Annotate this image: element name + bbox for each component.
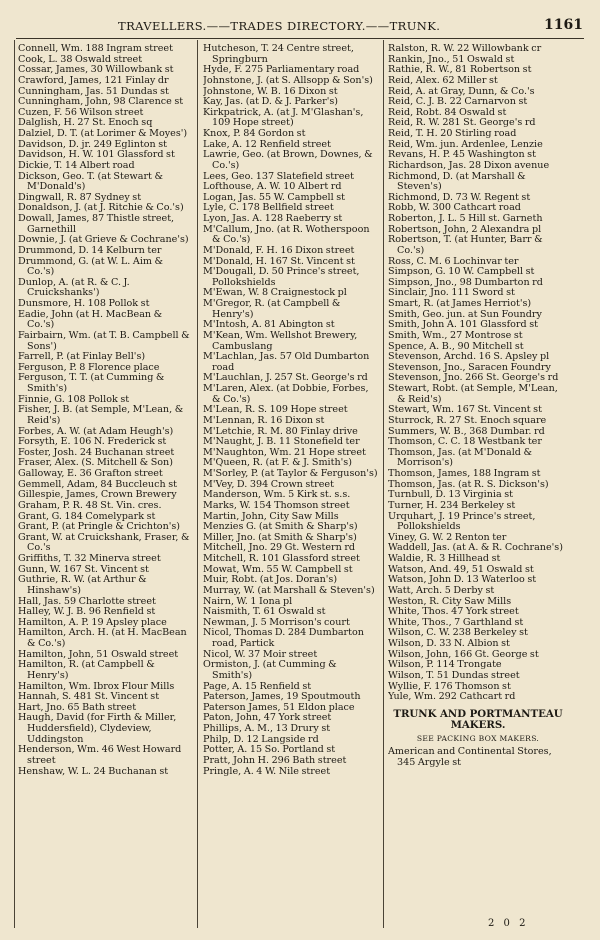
- directory-entry: Graham, P. R. 48 St. Vin. cres.: [18, 499, 162, 511]
- directory-entry: M'Laren, Alex. (at Dobbie, Forbes, & Co.'s): [203, 383, 369, 405]
- directory-entry: Reid, Alex. 62 Miller st: [388, 74, 498, 86]
- directory-entry: Haugh, David (for Firth & Miller, Huddersfield), Clydeview, Uddingston: [18, 712, 177, 745]
- directory-entry: Gillespie, James, Crown Brewery: [18, 489, 177, 501]
- directory-entry: Naismith, T. 61 Oswald st: [203, 606, 326, 618]
- directory-entry: Robb, W. 300 Cathcart road: [388, 202, 521, 214]
- directory-entry: Lyle, C. 178 Bellfield street: [203, 202, 334, 214]
- directory-entry: Dunlop, A. (at R. & C. J. Cruickshanks'): [18, 276, 130, 299]
- directory-entry: Thomson, Jas. (at M'Donald & Morrison's): [388, 446, 533, 469]
- directory-entry: Muir, Robt. (at Jos. Doran's): [203, 574, 338, 586]
- column-3: [388, 44, 568, 928]
- directory-entry: Hannah, S. 481 St. Vincent st: [18, 691, 160, 703]
- directory-entry: Galloway, E. 36 Grafton street: [18, 468, 163, 479]
- directory-entry: Mowat, Wm. 55 W. Campbell st: [203, 563, 353, 575]
- directory-entry: Cunningham, Jas. 51 Dundas st: [18, 85, 169, 97]
- directory-entry: Cook, L. 38 Oswald street: [18, 53, 143, 65]
- directory-entry: M'Donald, H. 167 St. Vincent st: [203, 255, 355, 267]
- directory-entry: Stewart, Wm. 167 St. Vincent st: [388, 404, 542, 416]
- section-note: SEE PACKING BOX MAKERS.: [416, 733, 540, 743]
- directory-entry: Reid, A. at Gray, Dunn, & Co.'s: [388, 85, 535, 97]
- directory-entry: Stevenson, Jno., Saracen Foundry: [388, 361, 551, 373]
- directory-entry: Hutcheson, T. 24 Centre street, Springburn: [203, 44, 354, 65]
- directory-entry: Davidson, H. W. 101 Glassford st: [18, 149, 175, 161]
- directory-entry: Robertson, T. (at Hunter, Barr & Co.'s): [388, 234, 543, 256]
- page-number: 1161: [544, 17, 583, 33]
- column-divider-1: [197, 40, 198, 928]
- directory-entry: M'Naughton, Wm. 21 Hope street: [203, 446, 366, 458]
- directory-entry: Miller, Jno. (at Smith & Sharp's): [203, 531, 357, 543]
- directory-entry: Dalziel, D. T. (at Lorimer & Moyes'): [18, 128, 188, 139]
- directory-entry: Dowall, James, 87 Thistle street, Garnethill: [18, 213, 175, 235]
- directory-entry: Wilson, P. 114 Trongate: [388, 659, 502, 671]
- directory-entry: Lawrie, Geo. (at Brown, Downes, & Co.'s): [203, 149, 373, 171]
- column-3-entries: [388, 44, 568, 703]
- directory-entry: Henshaw, W. L. 24 Buchanan st: [18, 765, 169, 777]
- directory-entry: Waldie, R. 3 Hillhead st: [388, 553, 501, 564]
- directory-entry: Grant, P. (at Pringle & Crichton's): [18, 521, 181, 533]
- directory-entry: M'Lennan, R. 16 Dixon st: [203, 414, 325, 426]
- column-2: [203, 44, 379, 928]
- page-header: [0, 18, 600, 38]
- directory-entry: Gemmell, Adam, 84 Buccleuch st: [18, 478, 177, 490]
- directory-entry: White, Thos. 47 York street: [388, 606, 519, 618]
- directory-entry: Robertson, John, 2 Alexandra pl: [388, 223, 542, 235]
- directory-entry: Ross, C. M. 6 Lochinvar ter: [388, 255, 519, 267]
- directory-entry: Wyllie, F. 176 Thomson st: [388, 680, 511, 692]
- column-divider-left: [14, 40, 15, 928]
- directory-entry: Turner, H. 234 Berkeley st: [388, 499, 516, 511]
- directory-entry: Newman, J. 5 Morrison's court: [203, 616, 350, 628]
- directory-entry: Thomson, C. C. 18 Westbank ter: [388, 436, 542, 448]
- directory-entry: Simpson, Jno., 98 Dumbarton rd: [388, 276, 543, 288]
- directory-entry: American and Continental Stores, 345 Argyle st: [388, 746, 552, 768]
- directory-entry: Mitchell, R. 101 Glassford street: [203, 553, 360, 564]
- directory-entry: Forsyth, E. 106 N. Frederick st: [18, 436, 167, 448]
- directory-entry: M'Callum, Jno. (at R. Wotherspoon & Co.'s): [203, 223, 370, 246]
- directory-entry: Yule, Wm. 292 Cathcart rd: [388, 691, 516, 703]
- directory-entry: Lofthouse, A. W. 10 Albert rd: [203, 181, 342, 193]
- directory-entry: Farrell, P. (at Finlay Bell's): [18, 351, 146, 363]
- directory-entry: Richmond, D. (at Marshall & Steven's): [388, 170, 526, 193]
- directory-entry: Phillips, A. M., 13 Drury st: [203, 723, 331, 734]
- directory-entry: Weston, R. City Saw Mills: [388, 595, 512, 607]
- directory-entry: Knox, P. 84 Gordon st: [203, 128, 306, 139]
- directory-entry: Hamilton, R. (at Campbell & Henry's): [18, 659, 155, 681]
- directory-entry: Turnbull, D. 13 Virginia st: [388, 489, 514, 501]
- directory-entry: Roberton, J. L. 5 Hill st. Garneth: [388, 213, 543, 224]
- directory-entry: Wilson, T. 51 Dundas street: [388, 669, 520, 681]
- directory-entry: Summers, W. B., 368 Dumbar. rd: [388, 425, 545, 437]
- directory-entry: Davidson, D. jr. 249 Eglinton st: [18, 138, 168, 150]
- directory-entry: Connell, Wm. 188 Ingram street: [18, 44, 173, 54]
- directory-entry: Murray, W. (at Marshall & Steven's): [203, 584, 375, 596]
- directory-entry: Nicol, W. 37 Moir street: [203, 648, 318, 660]
- directory-entry: Ferguson, T. T. (at Cumming & Smith's): [18, 372, 165, 394]
- directory-entry: Menzies G. (at Smith & Sharp's): [203, 521, 358, 533]
- directory-entry: M'Intosh, A. 81 Abington st: [203, 319, 335, 331]
- directory-entry: Sinclair, Jno. 111 Sword st: [388, 287, 515, 299]
- directory-entry: Johnstone, W. B. 16 Dixon st: [203, 85, 338, 97]
- directory-entry: Guthrie, R. W. (at Arthur & Hinshaw's): [18, 574, 147, 596]
- directory-entry: Stewart, Robt. (at Semple, M'Lean, & Reid's): [388, 383, 558, 405]
- directory-entry: Cuzen, F. 56 Wilson street: [18, 106, 144, 118]
- directory-entry: M'Lachlan, Jas. 57 Old Dumbarton road: [203, 351, 370, 373]
- directory-entry: M'Lauchlan, J. 257 St. George's rd: [203, 372, 368, 384]
- directory-entry: Spence, A. B., 90 Mitchell st: [388, 340, 524, 352]
- directory-entry: M'Gregor, R. (at Campbell & Henry's): [203, 298, 341, 320]
- directory-entry: Dalglish, H. 27 St. Enoch sq: [18, 117, 153, 129]
- directory-entry: Reid, Robt. 84 Oswald st: [388, 106, 507, 118]
- directory-entry: M'Letchie, R. M. 80 Finlay drive: [203, 425, 358, 437]
- directory-entry: Watt, Arch. 5 Derby st: [388, 584, 495, 596]
- directory-entry: Nairn, W. 1 Iona pl: [203, 595, 293, 607]
- directory-entry: M'Kean, Wm. Wellshot Brewery, Cambuslang: [203, 329, 358, 352]
- directory-entry: Ferguson, P. 8 Florence place: [18, 361, 160, 373]
- directory-entry: Kirkpatrick, A. (at J. M'Glashan's, 109 Hope street): [203, 106, 364, 129]
- header-rule: [16, 38, 584, 39]
- directory-entry: Cossar, James, 30 Willowbank st: [18, 64, 174, 76]
- directory-entry: Martin, John, City Saw Mills: [203, 510, 339, 522]
- directory-entry: M'Lean, R. S. 109 Hope street: [203, 404, 348, 416]
- directory-entry: Hart, Jno. 65 Bath street: [18, 701, 137, 713]
- directory-entry: Nicol, Thomas D. 284 Dumbarton road, Partick: [203, 627, 364, 649]
- directory-entry: Reid, Wm. jun. Ardenlee, Lenzie: [388, 138, 543, 150]
- directory-entry: Richardson, Jas. 28 Dixon avenue: [388, 159, 550, 171]
- directory-entry: Potter, A. 15 So. Portland st: [203, 744, 336, 756]
- directory-entry: Halley, W. J. B. 96 Renfield st: [18, 606, 156, 618]
- directory-entry: Manderson, Wm. 5 Kirk st. s.s.: [203, 489, 351, 501]
- directory-entry: Smith, Wm., 27 Montrose st: [388, 329, 523, 341]
- running-head: TRAVELLERS.——TRADES DIRECTORY.——TRUNK.: [118, 19, 441, 33]
- directory-entry: Lees, Geo. 137 Slatefield street: [203, 170, 354, 182]
- directory-entry: Crawford, James, 121 Finlay dr: [18, 74, 169, 86]
- directory-entry: Lake, A. 12 Renfield street: [203, 138, 331, 150]
- directory-entry: M'Naught, J. B. 11 Stonefield ter: [203, 436, 360, 448]
- directory-entry: Eadie, John (at H. MacBean & Co.'s): [18, 308, 163, 331]
- directory-entry: Pringle, A. 4 W. Nile street: [203, 765, 331, 777]
- directory-entry: Rathie, R. W., 81 Robertson st: [388, 64, 532, 76]
- directory-entry: Page, A. 15 Renfield st: [203, 680, 312, 692]
- directory-entry: Hamilton, Wm. Ibrox Flour Mills: [18, 680, 175, 692]
- directory-entry: Hall, Jas. 59 Charlotte street: [18, 595, 156, 607]
- directory-entry: Cunningham, John, 98 Clarence st: [18, 96, 184, 108]
- directory-entry: Hamilton, A. P. 19 Apsley place: [18, 616, 167, 628]
- directory-entry: Hyde, F. 275 Parliamentary road: [203, 64, 360, 76]
- directory-entry: Smart, R. (at James Herriot's): [388, 298, 532, 309]
- directory-entry: Grant, W. at Cruickshank, Fraser, & Co.'s: [18, 531, 190, 554]
- directory-entry: Drummond, D. 14 Kelburn ter: [18, 244, 162, 256]
- directory-entry: Dickie, T. 14 Albert road: [18, 159, 135, 171]
- directory-entry: M'Ewan, W. 8 Craignestock pl: [203, 287, 347, 299]
- directory-entry: Rankin, Jno., 51 Oswald st: [388, 53, 515, 65]
- directory-entry: M'Vey, D. 394 Crown street: [203, 478, 334, 490]
- directory-entry: Richmond, D. 73 W. Regent st: [388, 191, 531, 203]
- directory-entry: Wilson, C. W. 238 Berkeley st: [388, 627, 528, 639]
- directory-entry: Viney, G. W. 2 Renton ter: [388, 531, 507, 543]
- directory-entry: Wilson, D. 33 N. Albion st: [388, 638, 510, 649]
- directory-entry: Dickson, Geo. T. (at Stewart & M'Donald's): [18, 170, 163, 193]
- directory-entry: M'Donald, F. H. 16 Dixon street: [203, 244, 355, 256]
- signature-mark: 2 0 2: [488, 918, 529, 929]
- directory-entry: Downie, J. (at Grieve & Cochrane's): [18, 234, 189, 246]
- directory-entry: Kay, Jas. (at D. & J. Parker's): [203, 96, 339, 108]
- section-title: TRUNK AND PORTMANTEAU MAKERS.: [393, 707, 563, 731]
- directory-entry: Fairbairn, Wm. (at T. B. Campbell & Sons'): [18, 329, 190, 352]
- directory-entry: Philp, D. 12 Langside rd: [203, 733, 319, 745]
- directory-entry: Smith, Geo. jun. at Sun Foundry: [388, 308, 542, 320]
- directory-entry: Waddell, Jas. (at A. & R. Cochrane's): [388, 542, 563, 554]
- directory-entry: Dunsmore, H. 108 Pollok st: [18, 298, 150, 309]
- directory-entry: Dingwall, R. 87 Sydney st: [18, 191, 142, 203]
- directory-entry: Hamilton, Arch. H. (at H. MacBean & Co.'s): [18, 627, 187, 649]
- directory-entry: Logan, Jas. 55 W. Campbell st: [203, 191, 345, 203]
- directory-entry: M'Dougall, D. 50 Prince's street, Pollokshields: [203, 266, 360, 288]
- directory-entry: Reid, C. J. B. 22 Carnarvon st: [388, 96, 528, 108]
- directory-entry: Forbes, A. W. (at Adam Heugh's): [18, 425, 174, 437]
- directory-entry: Revans, H. P. 45 Washington st: [388, 149, 536, 161]
- directory-entry: Mitchell, Jno. 29 Gt. Western rd: [203, 542, 356, 554]
- directory-entry: Lyon, Jas. A. 128 Raeberry st: [203, 213, 343, 224]
- directory-entry: Finnie, G. 108 Pollok st: [18, 393, 130, 405]
- directory-entry: Paton, John, 47 York street: [203, 712, 332, 724]
- directory-entry: Reid, T. H. 20 Stirling road: [388, 128, 517, 139]
- directory-entry: Drummond, G. (at W. L. Aim & Co.'s): [18, 255, 164, 278]
- directory-entry: Thomson, James, 188 Ingram st: [388, 468, 541, 479]
- directory-entry: Wilson, John, 166 Gt. George st: [388, 648, 539, 660]
- directory-entry: Thomson, Jas. (at R. S. Dickson's): [388, 478, 549, 490]
- directory-entry: Henderson, Wm. 46 West Howard street: [18, 744, 182, 766]
- section-entries: [388, 747, 568, 768]
- directory-entry: Hamilton, John, 51 Oswald street: [18, 648, 179, 660]
- directory-entry: Ormiston, J. (at Cumming & Smith's): [203, 659, 337, 681]
- directory-entry: M'Sorley, P. (at Taylor & Ferguson's): [203, 468, 378, 479]
- directory-entry: Marks, W. 154 Thomson street: [203, 499, 350, 511]
- directory-entry: Fisher, J. B. (at Semple, M'Lean, & Reid's): [18, 404, 184, 426]
- column-1: [18, 44, 192, 928]
- directory-entry: White, Thos., 7 Garthland st: [388, 616, 524, 628]
- directory-entry: Watson, And. 49, 51 Oswald st: [388, 563, 534, 575]
- directory-entry: Paterson James, 51 Eldon place: [203, 701, 355, 713]
- directory-entry: Stevenson, Archd. 16 S. Apsley pl: [388, 351, 550, 363]
- directory-entry: Sturrock, R. 27 St. Enoch square: [388, 414, 547, 426]
- directory-entry: Gunn, W. 167 St. Vincent st: [18, 563, 149, 575]
- directory-entry: Stevenson, Jno. 266 St. George's rd: [388, 372, 559, 384]
- directory-entry: Watson, John D. 13 Waterloo st: [388, 574, 537, 586]
- directory-entry: Pratt, John H. 296 Bath street: [203, 754, 347, 766]
- directory-entry: Grant, G. 184 Comelypark st: [18, 510, 156, 522]
- directory-entry: Foster, Josh. 24 Buchanan street: [18, 446, 175, 458]
- directory-entry: Ralston, R. W. 22 Willowbank cr: [388, 44, 542, 54]
- directory-entry: Paterson, James, 19 Spoutmouth: [203, 691, 361, 703]
- directory-entry: Simpson, G. 10 W. Campbell st: [388, 266, 535, 278]
- directory-entry: Reid, R. W. 281 St. George's rd: [388, 117, 536, 129]
- directory-entry: Griffiths, T. 32 Minerva street: [18, 553, 161, 564]
- directory-entry: Fraser, Alex. (S. Mitchell & Son): [18, 457, 173, 469]
- column-divider-2: [383, 40, 384, 928]
- directory-entry: M'Queen, R. (at F. & J. Smith's): [203, 457, 352, 469]
- directory-entry: Donaldson, J. (at J. Ritchie & Co.'s): [18, 202, 184, 214]
- directory-entry: Urquhart, J. 19 Prince's street, Pollokshields: [388, 510, 536, 533]
- directory-entry: Smith, John A. 101 Glassford st: [388, 319, 538, 331]
- directory-entry: Johnstone, J. (at S. Allsopp & Son's): [203, 74, 373, 86]
